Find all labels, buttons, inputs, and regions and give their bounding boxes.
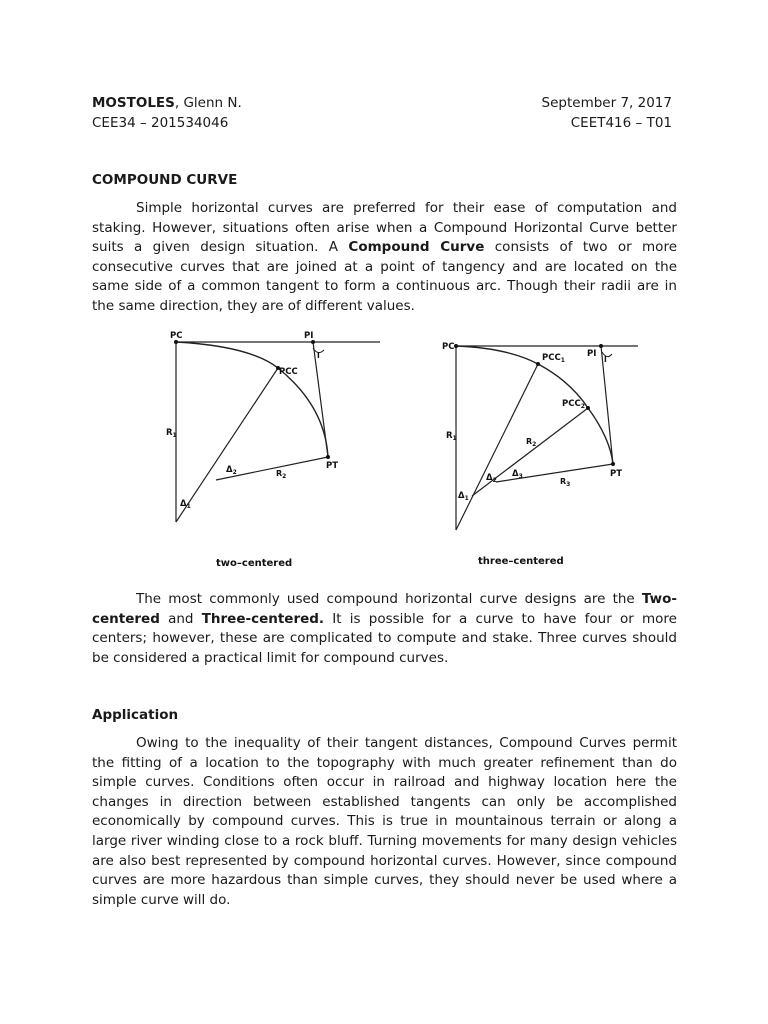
caption-two-centered: two–centered	[216, 558, 293, 569]
header-left	[92, 93, 242, 133]
intro-text-b: consists of two or more consecutive curves that are joined at a point of tangency and are located on the same side of a common tangent to form a continuous arc. Though their radii are in the same direction, they are of different values.	[92, 239, 677, 314]
label-r1: $R_1$	[166, 428, 177, 439]
application-text: Owing to the inequality of their tangent distances, Compound Curves permit the fitting of a location to the topography with much greater refinement than do simple curves. Conditions often occur in railroad and highway location here the changes in direction between established tangents can only be accomplished economically by compound curves. This is true in mountainous terrain or along a large river winding close to a rock bluff. Turning movements for many design vehicles are also best represented by compound horizontal curves. However, since compound curves are more hazardous than simple curves, they should never be used where a simple curve will do.	[92, 735, 677, 908]
designs-text-b: and	[159, 610, 202, 627]
pcc1-point	[536, 362, 540, 366]
author-given-name: , Glenn N.	[174, 95, 242, 111]
designs-text-a: The most commonly used compound horizontal curve designs are the	[136, 591, 642, 607]
document-date: September 7, 2017	[541, 95, 672, 111]
designs-text-c: It is possible for a curve to have four or more centers; however, these are complicated to compute and stake. Three curves should be considered a practical limit for compound curves.	[92, 610, 677, 666]
diagram-two-centered	[160, 326, 380, 571]
label-pcc: PCC	[279, 367, 298, 377]
intro-text-a: Simple horizontal curves are preferred for their ease of computation and staking. However, situations often arise when a Compound Horizontal Curve better suits a given design situation. A	[92, 200, 677, 256]
pt-point	[611, 462, 615, 466]
diagram-three-centered	[438, 326, 648, 571]
pt-point	[326, 455, 330, 459]
label-i: I	[317, 351, 320, 360]
label-delta2: $\Delta_2$	[486, 473, 497, 484]
section-title-compound-curve: COMPOUND CURVE	[92, 172, 238, 188]
label-r2: $R_2$	[526, 437, 537, 448]
pcc1-radius-line	[456, 364, 538, 530]
label-delta3: $\Delta_3$	[512, 469, 523, 480]
label-delta1: $\Delta_1$	[180, 499, 191, 510]
label-delta2: $\Delta_2$	[226, 465, 237, 476]
course-id: CEE34 – 201534046	[92, 115, 229, 131]
label-pc: PC	[442, 342, 455, 352]
label-pcc2: $PCC_2$	[562, 399, 585, 410]
intro-paragraph	[92, 199, 677, 317]
figure-two-centered	[160, 326, 380, 571]
label-pt: PT	[610, 469, 623, 479]
course-section: CEET416 – T01	[570, 115, 672, 131]
back-tangent-line	[601, 346, 613, 464]
caption-three-centered: three–centered	[478, 556, 564, 567]
label-r2: $R_2$	[276, 469, 287, 480]
pi-point	[599, 344, 603, 348]
pcc2-point	[586, 406, 590, 410]
label-pc: PC	[170, 331, 183, 341]
pcc-radius-line	[176, 368, 278, 522]
designs-bold-three-centered: Three-centered.	[201, 610, 325, 627]
compound-arc	[176, 342, 328, 457]
label-delta1: $\Delta_1$	[458, 491, 469, 502]
label-pi: PI	[587, 349, 597, 359]
pc-point	[454, 344, 458, 348]
label-pi: PI	[304, 331, 314, 341]
label-r1: $R_1$	[446, 431, 457, 442]
label-i: I	[604, 355, 607, 364]
label-r3: $R_3$	[560, 477, 571, 488]
intro-bold-term: Compound Curve	[348, 239, 485, 256]
label-pt: PT	[326, 461, 339, 471]
label-pcc1: $PCC_1$	[542, 353, 565, 364]
author-surname: MOSTOLES	[92, 95, 175, 111]
application-paragraph	[92, 734, 677, 910]
figure-three-centered	[438, 326, 648, 571]
header-right	[542, 93, 672, 133]
designs-paragraph	[92, 590, 677, 668]
section-title-application: Application	[92, 707, 179, 723]
designs-bold-two-centered: Two-centered	[92, 591, 677, 627]
